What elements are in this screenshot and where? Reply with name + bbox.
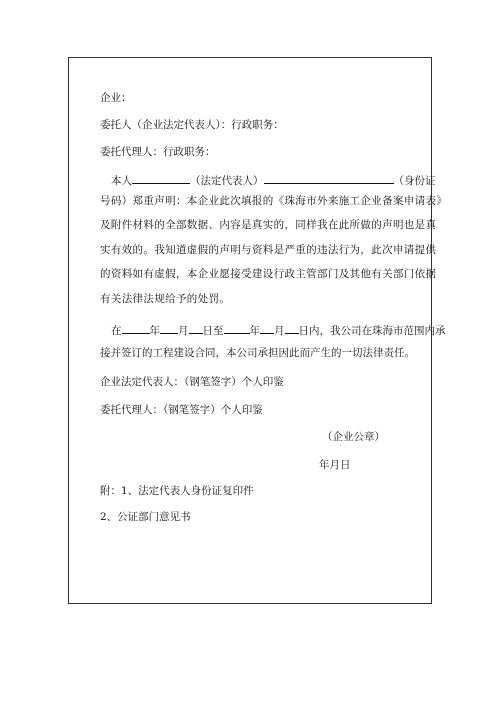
end-day-blank [285, 322, 299, 334]
date-label: 年月日 [319, 459, 351, 471]
declaration-line-3: 及附件材料的全部数据、内容是真实的，同样我在此所做的声明也是真 [100, 219, 437, 231]
declaration-start: 本人 [111, 175, 132, 187]
start-day-blank [189, 322, 203, 334]
declaration-line-1 [111, 172, 436, 188]
period-year-2: 年 [249, 325, 260, 337]
legal-rep-signature-label: 企业法定代表人：（钢笔签字）个人印鉴 [100, 376, 284, 388]
end-year-blank [224, 322, 250, 334]
declaration-line-2: 号码）郑重声明：本企业此次填报的《珠海市外来施工企业备案申请表》 [100, 195, 448, 207]
period-month-1: 月 [178, 325, 189, 337]
period-day-in: 日内， [298, 325, 330, 337]
period-line-1 [111, 322, 446, 338]
entrusted-agent-label: 委托代理人：行政职务： [100, 146, 216, 158]
period-year-1: 年 [149, 325, 160, 337]
period-day-to: 日至 [202, 325, 224, 337]
end-month-blank [260, 322, 274, 334]
declaration-id-label: （身份证 [393, 175, 436, 187]
period-in: 在 [111, 325, 122, 337]
attachment-2: 2、公证部门意见书 [100, 511, 191, 523]
period-month-2: 月 [274, 325, 285, 337]
attachment-1: 附：1、法定代表人身份证复印件 [100, 485, 254, 497]
declaration-line-6: 有关法律法规给予的处罚。 [100, 293, 231, 305]
period-rest: 我公司在珠海市范围内承 [330, 325, 446, 337]
id-number-blank [264, 172, 394, 184]
declaration-line-4: 实有效的。我知道虚假的声明与资料是严重的违法行为，此次申请提供 [100, 244, 437, 256]
entrusting-person-label: 委托人（企业法定代表人）：行政职务： [100, 119, 284, 131]
enterprise-label: 企业： [100, 92, 132, 104]
agent-signature-label: 委托代理人：（钢笔签字）个人印鉴 [100, 404, 263, 416]
period-line-2: 接并签订的工程建设合同，本公司承担因此而产生的一切法律责任。 [100, 347, 415, 359]
declaration-legal-rep: （法定代表人） [190, 175, 264, 187]
start-year-blank [122, 322, 150, 334]
start-month-blank [160, 322, 178, 334]
company-seal-label: （企业公章） [322, 431, 385, 443]
declaration-line-5: 的资料如有虚假，本企业愿接受建设行政主管部门及其他有关部门依据 [100, 268, 437, 280]
name-blank [132, 172, 190, 184]
